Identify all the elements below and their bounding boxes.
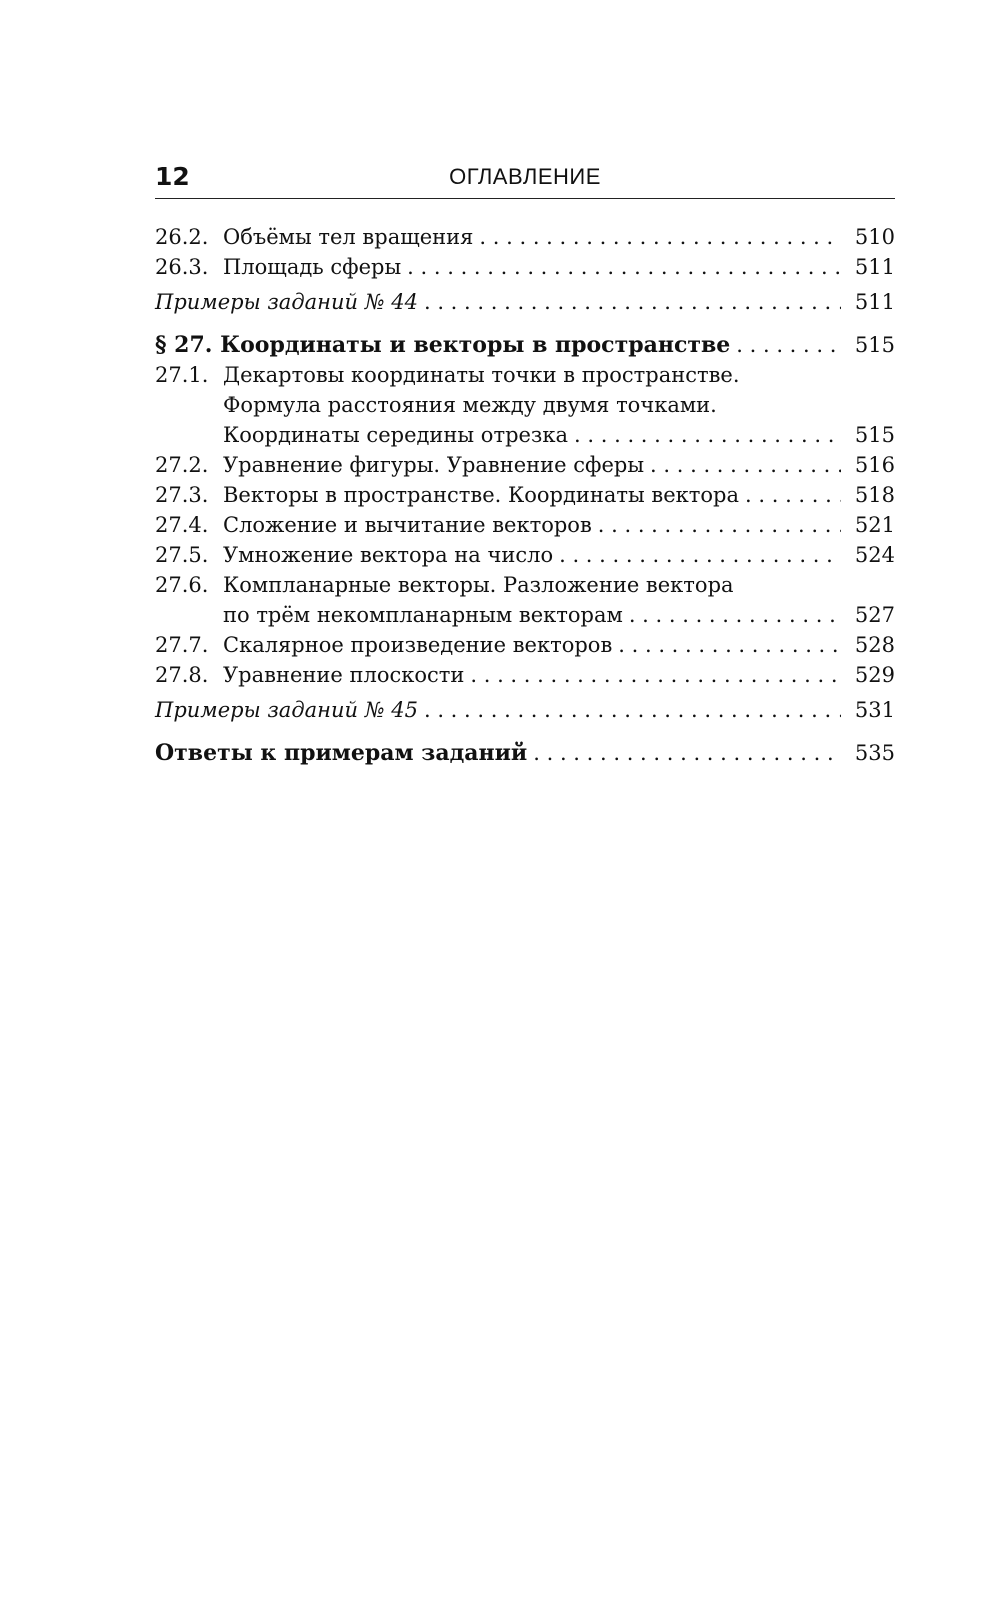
toc-entry-number: 26.2. <box>155 225 209 249</box>
dot-leader <box>618 630 841 660</box>
toc-entry-title: Примеры заданий № 45 <box>155 698 418 722</box>
dot-leader <box>598 510 841 540</box>
toc-section-entry[interactable] <box>155 330 895 360</box>
dot-leader <box>470 660 841 690</box>
toc-entry[interactable] <box>155 450 895 480</box>
toc-section-title: § 27. Координаты и векторы в пространстве <box>155 332 731 358</box>
dot-leader <box>650 450 841 480</box>
toc-entry-title: Объёмы тел вращения <box>223 225 474 249</box>
toc-entry-title: Умножение вектора на число <box>223 543 554 567</box>
toc-entry-page: 524 <box>854 543 895 567</box>
toc-entry-title-line: Декартовы координаты точки в пространстве. <box>223 363 740 387</box>
toc-entry-page: 516 <box>854 453 895 477</box>
toc-entry[interactable] <box>155 630 895 660</box>
toc-entry-number: 27.1. <box>155 363 209 387</box>
toc-entry-title: Примеры заданий № 44 <box>155 290 418 314</box>
toc-section-title: Ответы к примерам заданий <box>155 740 528 766</box>
toc-entry-page: 535 <box>854 741 895 765</box>
dot-leader <box>424 287 841 317</box>
toc-entry[interactable] <box>155 510 895 540</box>
toc-entry[interactable] <box>155 570 895 600</box>
toc-entry-title-line: Координаты середины отрезка <box>223 423 569 447</box>
toc-entry-page: 510 <box>854 225 895 249</box>
toc-entry-number: 27.2. <box>155 453 209 477</box>
toc-entry-title: Площадь сферы <box>223 255 402 279</box>
toc-entry-page: 511 <box>854 255 895 279</box>
toc-entry-number: 27.5. <box>155 543 209 567</box>
toc-entry[interactable] <box>155 360 895 390</box>
toc-entry[interactable] <box>155 660 895 690</box>
toc-entry-number: 27.6. <box>155 573 209 597</box>
header-rule <box>155 198 895 199</box>
toc-entry-page: 515 <box>854 423 895 447</box>
toc-entry-title: Векторы в пространстве. Координаты вектора <box>223 483 740 507</box>
toc-entry-page: 527 <box>854 603 895 627</box>
toc-entry-title: Уравнение плоскости <box>223 663 465 687</box>
toc-entry-page: 528 <box>854 633 895 657</box>
toc-entry-number: 27.3. <box>155 483 209 507</box>
toc-entry-page: 518 <box>854 483 895 507</box>
dot-leader <box>745 480 841 510</box>
toc-entry-page: 521 <box>854 513 895 537</box>
toc-entry-page: 511 <box>854 290 895 314</box>
toc-entry-continuation[interactable] <box>155 420 895 450</box>
toc-entry-number: 26.3. <box>155 255 209 279</box>
toc-entry-number: 27.8. <box>155 663 209 687</box>
toc-answers-entry[interactable] <box>155 738 895 768</box>
toc-entry-continuation[interactable] <box>155 600 895 630</box>
dot-leader <box>407 252 841 282</box>
toc-entry-page: 515 <box>854 333 895 357</box>
toc-examples-entry[interactable] <box>155 695 895 725</box>
dot-leader <box>559 540 841 570</box>
toc-entry-title-line: Формула расстояния между двумя точками. <box>223 393 717 417</box>
toc-entry[interactable] <box>155 540 895 570</box>
toc-entry-title-line: по трём некомпланарным векторам <box>223 603 623 627</box>
page-number: 12 <box>155 162 190 191</box>
page-header <box>155 160 895 200</box>
toc-entry-title: Сложение и вычитание векторов <box>223 513 592 537</box>
toc-examples-entry[interactable] <box>155 287 895 317</box>
toc-entry[interactable] <box>155 222 895 252</box>
dot-leader <box>533 738 841 768</box>
toc-entry-title: Скалярное произведение векторов <box>223 633 613 657</box>
dot-leader <box>479 222 841 252</box>
toc-entry-continuation[interactable] <box>155 390 895 420</box>
toc-entry-title-line: Компланарные векторы. Разложение вектора <box>223 573 734 597</box>
dot-leader <box>736 330 841 360</box>
table-of-contents <box>155 222 895 768</box>
dot-leader <box>424 695 841 725</box>
toc-entry-number: 27.4. <box>155 513 209 537</box>
toc-entry-page: 531 <box>854 698 895 722</box>
dot-leader <box>574 420 841 450</box>
toc-entry[interactable] <box>155 252 895 282</box>
toc-entry-title: Уравнение фигуры. Уравнение сферы <box>223 453 645 477</box>
toc-entry[interactable] <box>155 480 895 510</box>
running-head: ОГЛАВЛЕНИЕ <box>449 164 601 189</box>
toc-entry-page: 529 <box>854 663 895 687</box>
dot-leader <box>629 600 841 630</box>
toc-entry-number: 27.7. <box>155 633 209 657</box>
